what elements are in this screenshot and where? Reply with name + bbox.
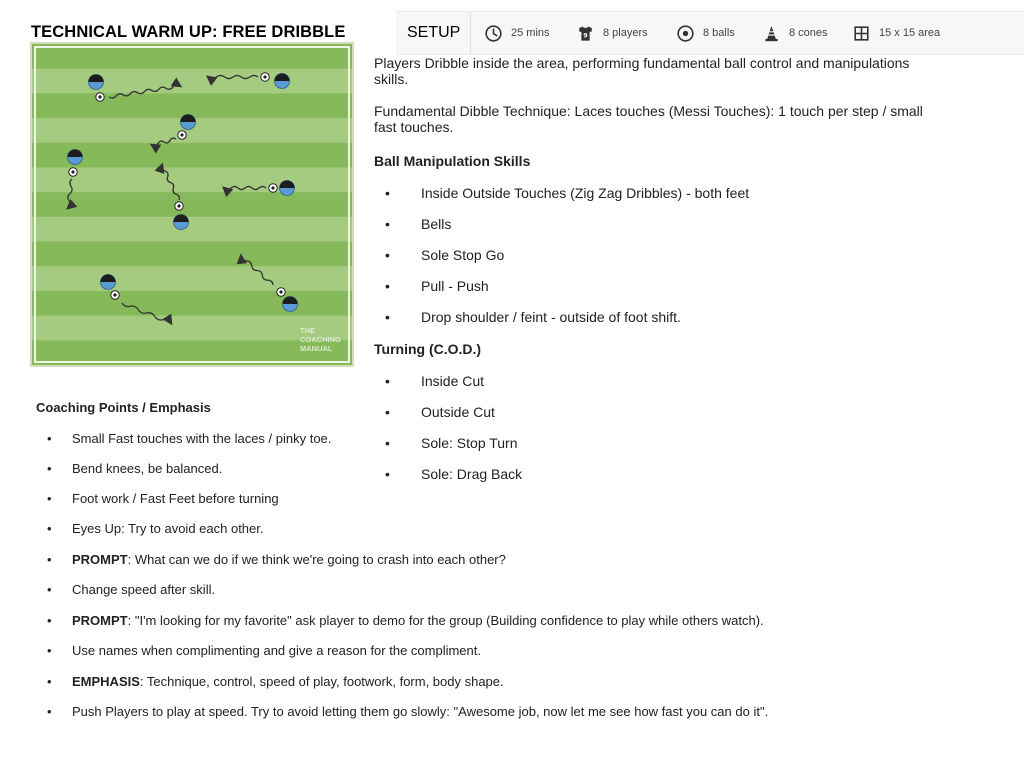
- cone-icon: [762, 24, 780, 42]
- pitch-stripe: [32, 266, 352, 291]
- ball-pattern: [180, 133, 183, 136]
- ball-pattern: [71, 170, 74, 173]
- pitch-stripe: [32, 242, 352, 267]
- setup-area-text: 15 x 15 area: [879, 27, 941, 39]
- pitch-stripe: [32, 192, 352, 217]
- jersey-icon: [576, 24, 594, 42]
- ball-icon: [676, 24, 694, 42]
- description-paragraph: Players Dribble inside the area, performing fundamental ball control and manipulations skills.: [374, 55, 910, 87]
- pitch-diagram: [30, 42, 354, 367]
- setup-players-text: 8 players: [603, 27, 648, 39]
- setup-cones: [762, 12, 828, 54]
- ball-pattern: [271, 186, 274, 189]
- technique-paragraph: Fundamental Dibble Technique: Laces touches (Messi Touches): 1 touch per step / small fast touches.: [374, 103, 923, 135]
- page-title: TECHNICAL WARM UP: FREE DRIBBLE: [31, 23, 346, 41]
- setup-label: SETUP: [407, 24, 461, 41]
- watermark-text: MANUAL: [300, 344, 333, 353]
- pitch-stripe: [32, 291, 352, 316]
- setup-duration-text: 25 mins: [511, 27, 550, 39]
- ball-pattern: [98, 95, 101, 98]
- ball-pattern: [279, 290, 282, 293]
- ball-pattern: [263, 75, 266, 78]
- setup-cones-text: 8 cones: [789, 27, 828, 39]
- clock-icon: [484, 24, 502, 42]
- setup-balls-text: 8 balls: [703, 27, 735, 39]
- setup-balls: [676, 12, 735, 54]
- setup-divider: [470, 12, 471, 54]
- pitch-stripe: [32, 217, 352, 242]
- pitch-svg: [32, 44, 352, 365]
- setup-players: [576, 12, 648, 54]
- turning-heading: Turning (C.O.D.): [374, 341, 482, 357]
- setup-area: [852, 12, 940, 54]
- watermark-text: THE: [300, 326, 315, 335]
- svg-text:9: 9: [582, 31, 588, 40]
- ball-pattern: [177, 204, 180, 207]
- watermark-text: COACHING: [300, 335, 341, 344]
- setup-duration: [484, 12, 550, 54]
- ball-pattern: [113, 293, 116, 296]
- setup-bar: [396, 11, 1024, 55]
- ball-manipulation-heading: Ball Manipulation Skills: [374, 153, 531, 169]
- pitch-stripe: [32, 167, 352, 192]
- pitch-stripe: [32, 69, 352, 94]
- grid-icon: [852, 24, 870, 42]
- coaching-heading: Coaching Points / Emphasis: [36, 400, 211, 415]
- pitch-stripe: [32, 93, 352, 118]
